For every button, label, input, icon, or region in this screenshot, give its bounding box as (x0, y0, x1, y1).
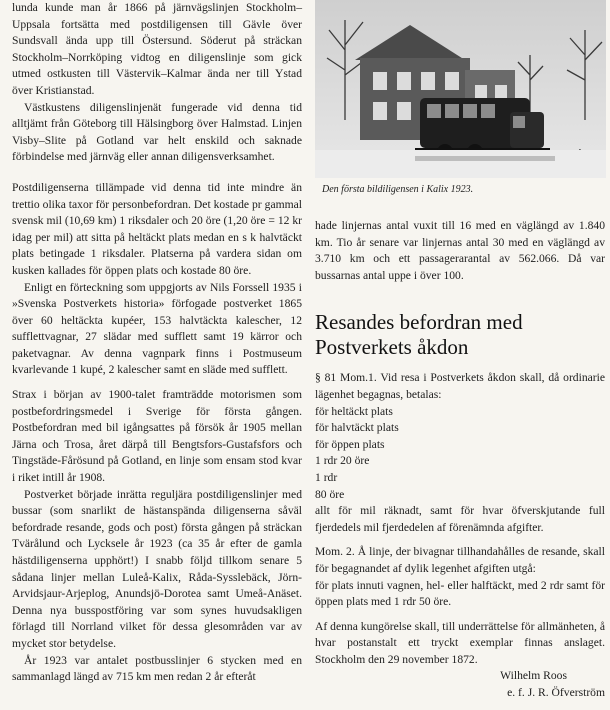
fare-line: för öppen plats (315, 437, 385, 451)
signature-line: Wilhelm Roos (500, 669, 567, 683)
decree-paragraph: § 81 Mom.1. Vid resa i Postverkets åkdon skall, då ordinarie lägenhet begagnas, betalas: (315, 371, 605, 401)
fare-line: 1 rdr (315, 470, 338, 484)
fare-line: 1 rdr 20 öre (315, 454, 370, 468)
paragraph: År 1923 var antalet postbusslinjer 6 stycken med en sammanlagd längd av 715 km men redan 2 år efteråt (12, 653, 302, 684)
decree-paragraph: Af denna kungörelse skall, till underrättelse för allmänheten, å hvar postanstalt ett tryckt exemplar finnas anslaget. Stockholm den 29 november 1872. (315, 619, 605, 666)
bus-photo-image (315, 0, 606, 178)
fare-line: 80 öre (315, 487, 345, 501)
signature-line: e. f. J. R. Öfverström (507, 686, 605, 700)
fare-line: för heltäckt plats (315, 404, 393, 418)
decree-paragraph: allt för mil räknadt, samt för hvar öfverskjutande full fjerdedels mil fjerdedelen af förenämnda afgifter. (315, 504, 605, 534)
paragraph: Postverket började inrätta reguljära postdiligenslinjer med bussar (som snarlikt de hästanspända diligenserna såväl befordrade resande, gods och post) första gången på sträckan Tvärålund och Lycksele år 1923 (ca 35 år efter de gamla hästdiligenserna upphört!) I snabb följd tillkom senare 5 sådana linjer mellan Luleå-Kalix, Råda-Sysslebäck, Jörn-Arvidsjaur-Arjeplog, Anundsjö-Dorotea samt Umeå-Anäset. Denna nya busspostföring var som synes huvudsakligen förlagd till Norrland vilket för dessa glesområden var av mycket stor betydelse. (12, 487, 302, 650)
paragraph: lunda kunde man år 1866 på järnvägslinjen Stockholm–Uppsala fortsätta med postdiligensen till Gävle över Sundsvall ända upp till Östersund. Söderut på sträckan Stockholm–Norrköping vidtog en diligenslinje som gick utmed ostkusten till Västervik–Kalmar ända ner till Ystad över Kristianstad. (12, 1, 302, 97)
left-column (12, 0, 302, 686)
paragraph: Västkustens diligenslinjenät fungerade vid denna tid alltjämt från Göteborg till Hälsingborg över Halmstad. Linjen Visby–Slite på Gotland var helt enskild och saknade förbindelse med järnväg eller annan diligensverksamhet. (12, 100, 302, 164)
paragraph: Postdiligenserna tillämpade vid denna tid inte mindre än trettio olika taxor för personbefordran. Det kostade pr gammal svensk mil (10,69 km) 1 riksdaler och 20 öre (1,20 öre = 12 kr idag per mil) att sitta på heltäckt plats medan en s k halvtäckt plats betingade 1 riksdaler. Platserna på vardera sidan om kusken kallades för öppen plats och kostade 80 öre. (12, 180, 302, 277)
decree-paragraph: för plats innuti vagnen, hel- eller halftäckt, med 2 rdr samt för öppen plats med 1 rdr 50 öre. (315, 578, 605, 609)
right-column (315, 218, 605, 702)
photo-caption: Den första bildiligensen i Kalix 1923. (322, 184, 474, 195)
paragraph: hade linjernas antal vuxit till 16 med en väglängd av 1.840 km. Tio år senare var linjernas antal 30 med en väglängd av 3.710 km och ett passagerarantal av 562.066. Då var bussarnas antal uppe i över 100. (315, 219, 605, 282)
bus-photo (315, 0, 606, 178)
paragraph: Strax i början av 1900-talet framträdde motorismen som postbefordringsmedel i Sverige för första gången. Postbefordran med bil igångsattes på försök år 1905 mellan Järna och Trosa, året därpå till Bengtsfors-Gustafsfors och Tingstäde-Fårösund på Gotland, en linje som ensam stod kvar i riket intill år 1908. (12, 388, 302, 485)
fare-line: för halvtäckt plats (315, 421, 399, 435)
section-heading: Resandes befordran med Postverkets åkdon (315, 310, 523, 360)
decree-paragraph: Mom. 2. Å linje, der bivagnar tillhandahålles de resande, skall för begagnandet af dylik legenhet afgiften utgå: (315, 545, 605, 575)
paragraph: Enligt en förteckning som uppgjorts av Nils Forssell 1935 i »Svenska Postverkets historia» förfogade postverket 1865 över 60 heltäckta kupéer, 153 halvtäckta kalescher, 12 sufflettvagnar, 27 slädar med sufflett samt 19 kärror och paketvagnar. Av denna vagnpark finns i Postmuseum kvarlevande 1 kupé, 2 kalescher samt en släde med sufflett. (12, 280, 302, 377)
